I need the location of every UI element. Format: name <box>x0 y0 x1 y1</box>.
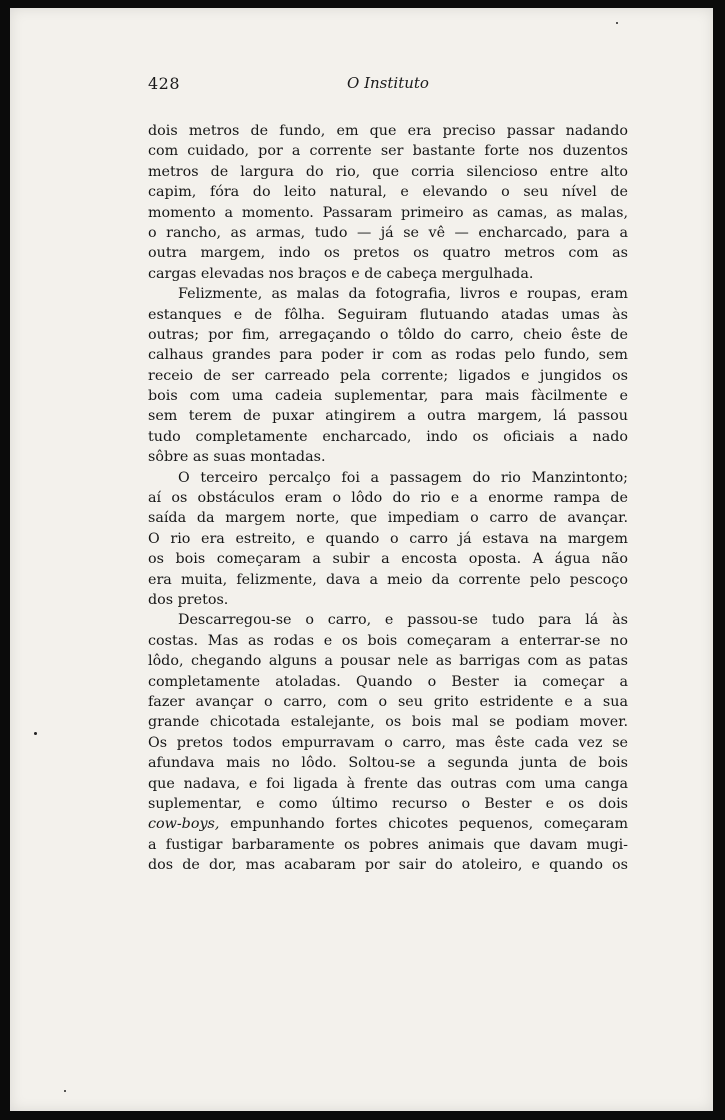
text-run: empunhando fortes chicotes pequenos, começaram <box>219 816 628 833</box>
page-number: 428 <box>148 74 181 93</box>
text-line: sôbre as suas montadas. <box>148 449 326 466</box>
paragraph <box>148 468 628 611</box>
text-line: dois metros de fundo, em que era preciso passar nadando <box>148 123 628 139</box>
text-line: dos de dor, mas acabaram por sair do atoleiro, e quando os <box>148 857 628 874</box>
text-line: momento a momento. Passaram primeiro as camas, as malas, <box>148 204 628 221</box>
text-line: aí os obstáculos eram o lôdo do rio e a enorme rampa de <box>148 490 628 507</box>
text-line: saída da margem norte, que impediam o carro de avançar. <box>148 510 628 527</box>
text-line: outra margem, indo os pretos os quatro metros com as <box>148 245 628 262</box>
running-title: O Instituto <box>347 74 429 92</box>
text-line: lôdo, chegando alguns a pousar nele as barrigas com as patas <box>148 653 628 670</box>
text-line: o rancho, as armas, tudo — já se vê — encharcado, para a <box>148 224 628 241</box>
text-line: Felizmente, as malas da fotografia, livros e roupas, eram <box>178 286 628 303</box>
text-line: os bois começaram a subir a encosta oposta. A água não <box>148 551 628 568</box>
text-line: com cuidado, por a corrente ser bastante forte nos duzentos <box>148 143 628 160</box>
scan-speck <box>64 1090 66 1092</box>
text-line: outras; por fim, arregaçando o tôldo do carro, cheio êste de <box>148 326 628 343</box>
text-line: Descarregou-se o carro, e passou-se tudo para lá às <box>178 612 628 629</box>
text-line: tudo completamente encharcado, indo os oficiais a nado <box>148 428 628 445</box>
scan-speck <box>616 22 618 24</box>
text-line: a fustigar barbaramente os pobres animais que davam mugi- <box>148 836 628 853</box>
text-line: costas. Mas as rodas e os bois começaram a enterrar-se no <box>148 632 628 649</box>
paragraph <box>148 610 628 875</box>
text-line <box>148 814 628 834</box>
text-line: grande chicotada estalejante, os bois mal se podiam mover. <box>148 714 628 731</box>
text-line: afundava mais no lôdo. Soltou-se a segunda junta de bois <box>148 755 628 772</box>
text-line: cargas elevadas nos braços e de cabeça mergulhada. <box>148 265 534 282</box>
text-line: metros de largura do rio, que corria silencioso entre alto <box>148 163 628 180</box>
text-line: suplementar, e como último recurso o Bester e os dois <box>148 795 628 812</box>
text-line: estanques e de fôlha. Seguiram flutuando atadas umas às <box>148 306 628 323</box>
text-line: Os pretos todos empurravam o carro, mas êste cada vez se <box>148 734 628 751</box>
scan-speck <box>34 732 37 735</box>
paragraph <box>148 284 628 468</box>
italic-word: cow-boys, <box>148 816 220 833</box>
text-line: O rio era estreito, e quando o carro já estava na margem <box>148 530 628 547</box>
paragraph <box>148 121 628 284</box>
page-header <box>148 74 628 98</box>
text-line: dos pretos. <box>148 591 229 608</box>
text-line: receio de ser carreado pela corrente; ligados e jungidos os <box>148 367 628 384</box>
text-line: capim, fóra do leito natural, e elevando o seu nível de <box>148 184 628 201</box>
text-line: bois com uma cadeia suplementar, para mais fàcilmente e <box>148 388 628 405</box>
text-line: era muita, felizmente, dava a meio da corrente pelo pescoço <box>148 571 628 588</box>
text-line: calhaus grandes para poder ir com as rodas pelo fundo, sem <box>148 347 628 364</box>
text-line: completamente atoladas. Quando o Bester ia começar a <box>148 673 628 690</box>
text-line: sem terem de puxar atingirem a outra margem, lá passou <box>148 408 628 425</box>
page-body <box>148 121 628 875</box>
text-line: fazer avançar o carro, com o seu grito estridente e a sua <box>148 693 628 710</box>
text-line: que nadava, e foi ligada à frente das outras com uma canga <box>148 775 628 792</box>
text-line: O terceiro percalço foi a passagem do rio Manzintonto; <box>178 469 628 486</box>
